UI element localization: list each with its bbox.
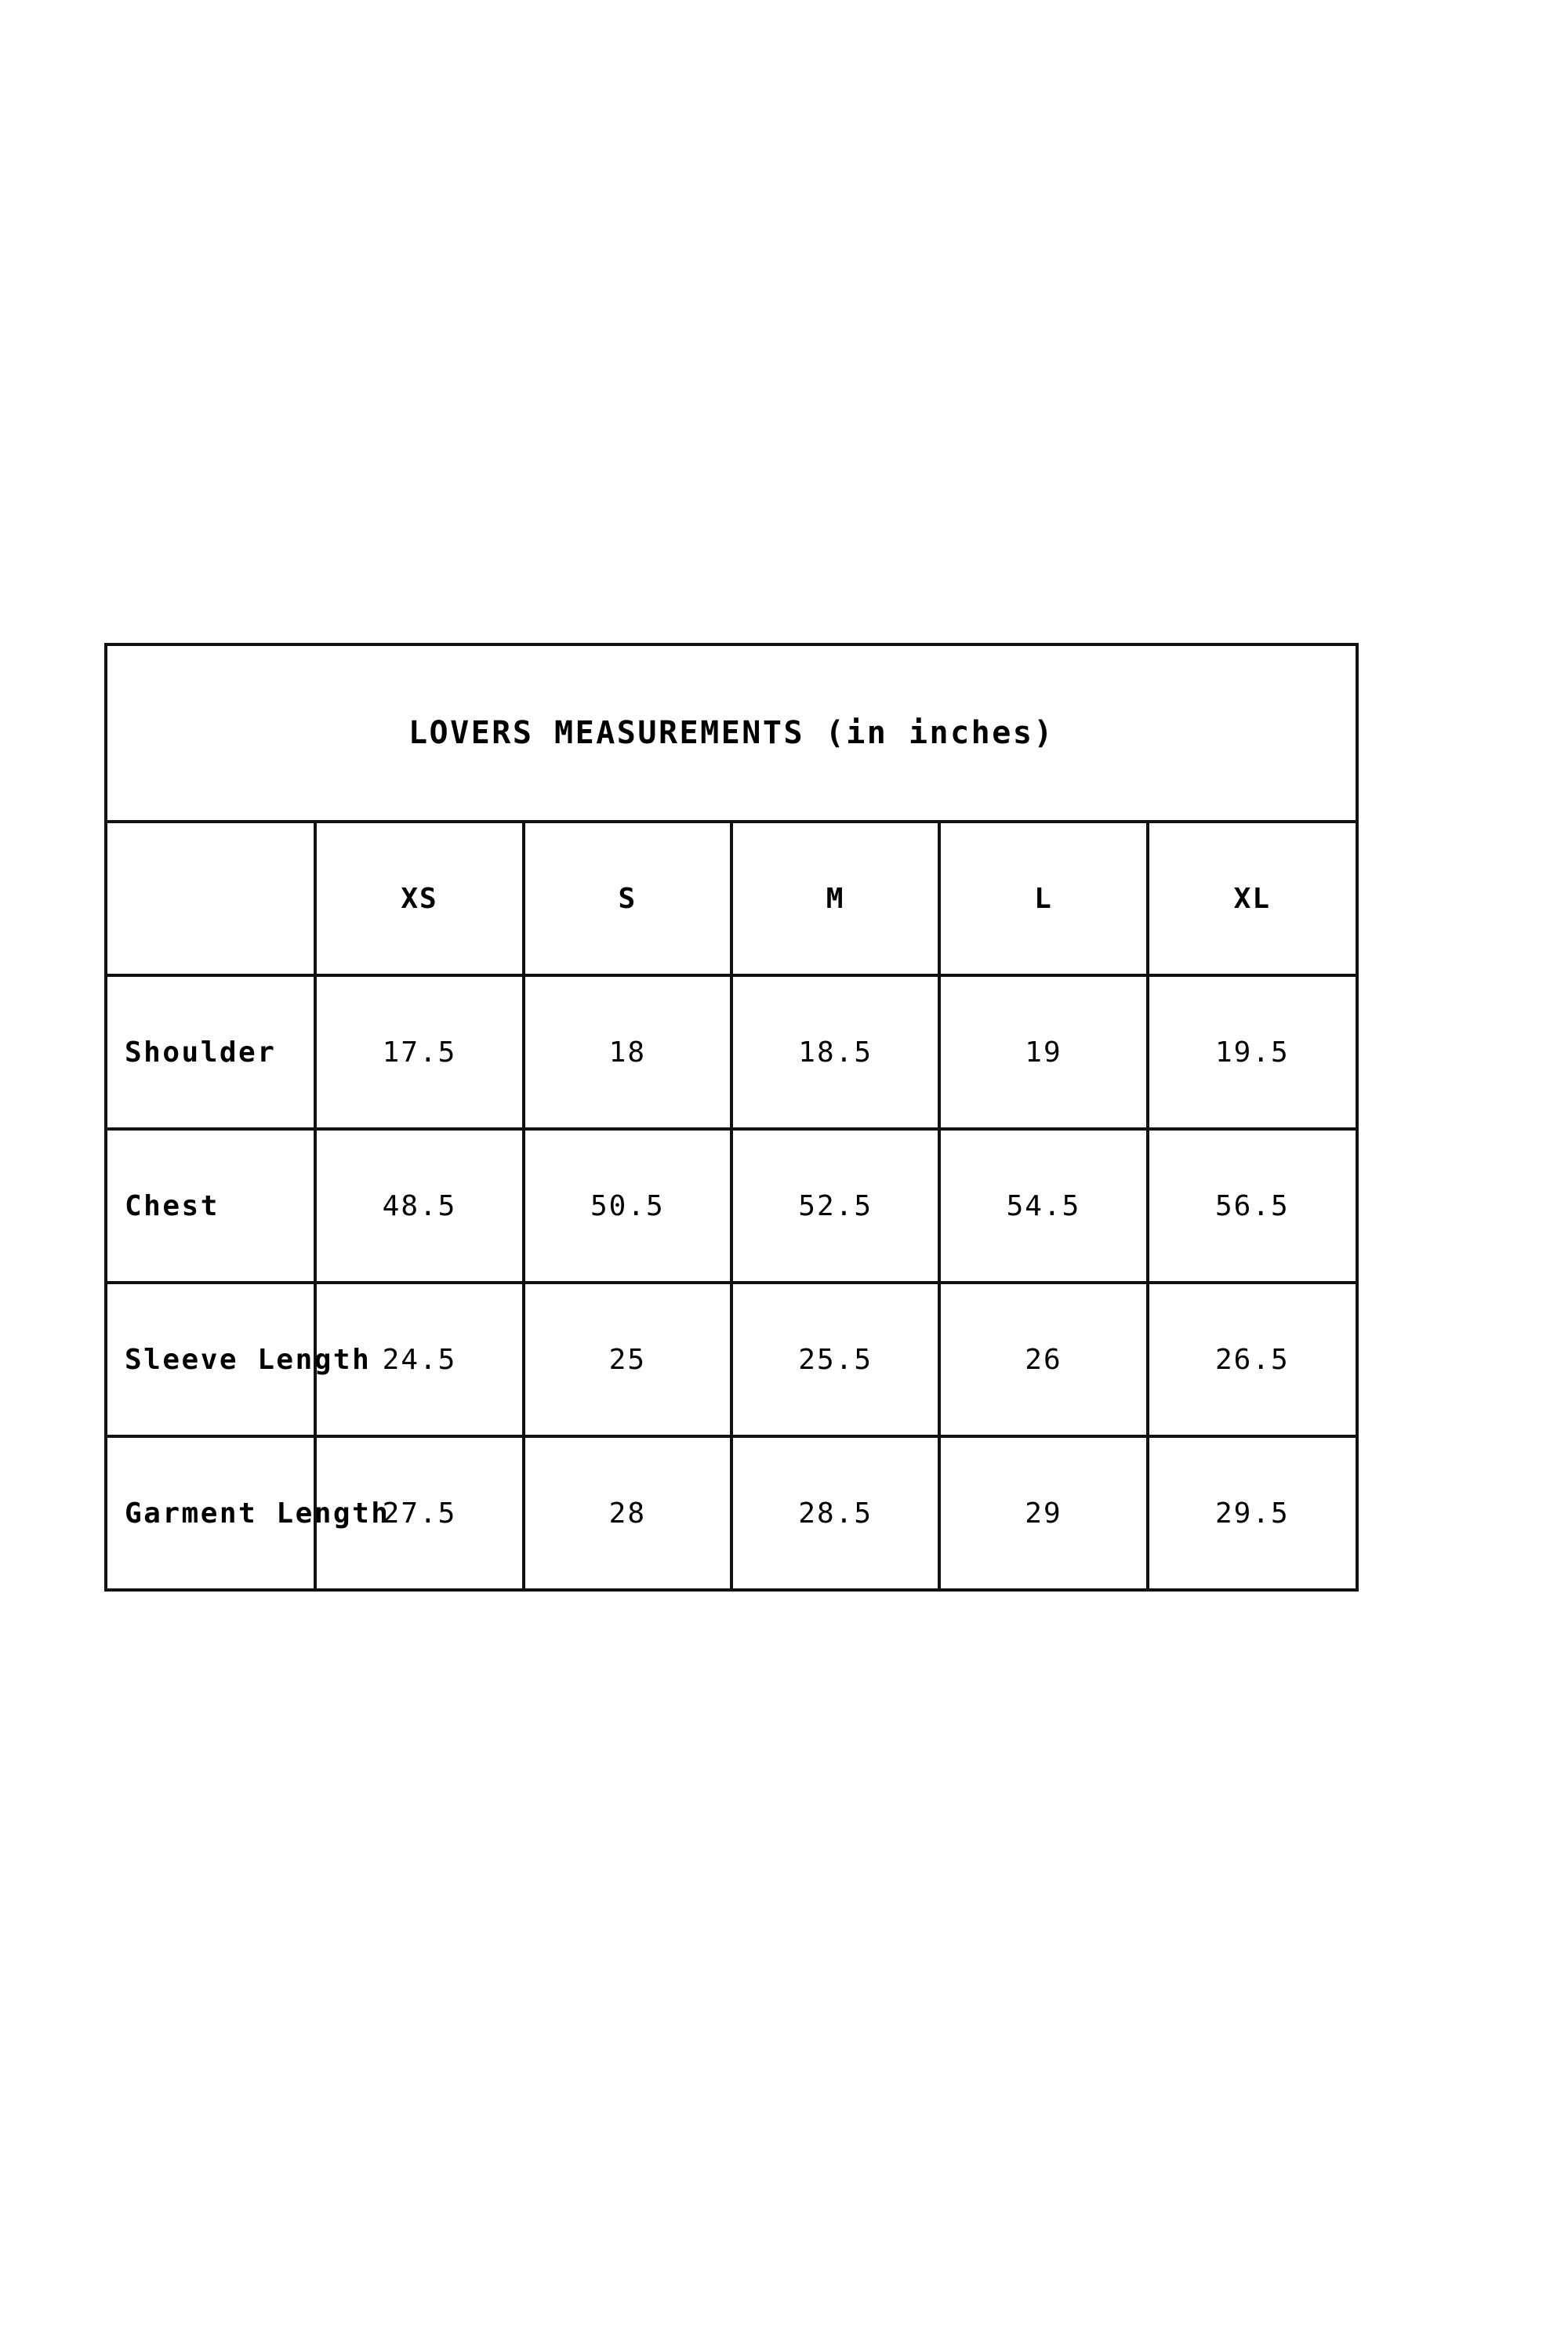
cell-sleeve-length-l: 26	[939, 1283, 1147, 1436]
cell-garment-length-l: 29	[939, 1436, 1147, 1588]
row-label-shoulder: Shoulder	[107, 975, 315, 1129]
cell-shoulder-xl: 19.5	[1148, 975, 1356, 1129]
column-header-xl: XL	[1148, 822, 1356, 975]
cell-sleeve-length-xl: 26.5	[1148, 1283, 1356, 1436]
cell-garment-length-m: 28.5	[731, 1436, 939, 1588]
cell-chest-xs: 48.5	[315, 1129, 523, 1283]
cell-shoulder-s: 18	[524, 975, 731, 1129]
cell-garment-length-xl: 29.5	[1148, 1436, 1356, 1588]
size-chart-table	[107, 646, 1356, 1588]
row-label-garment-length: Garment Length	[107, 1436, 315, 1588]
row-label-sleeve-length: Sleeve Length	[107, 1283, 315, 1436]
table-row	[107, 1129, 1356, 1283]
table-header-row	[107, 822, 1356, 975]
cell-garment-length-s: 28	[524, 1436, 731, 1588]
row-label-chest: Chest	[107, 1129, 315, 1283]
cell-garment-length-xs: 27.5	[315, 1436, 523, 1588]
cell-shoulder-xs: 17.5	[315, 975, 523, 1129]
cell-shoulder-m: 18.5	[731, 975, 939, 1129]
cell-shoulder-l: 19	[939, 975, 1147, 1129]
table-row	[107, 975, 1356, 1129]
cell-sleeve-length-s: 25	[524, 1283, 731, 1436]
column-header-xs: XS	[315, 822, 523, 975]
column-header-s: S	[524, 822, 731, 975]
cell-chest-m: 52.5	[731, 1129, 939, 1283]
table-row	[107, 1283, 1356, 1436]
cell-chest-s: 50.5	[524, 1129, 731, 1283]
size-chart-table-container	[104, 643, 1359, 1592]
table-title-row	[107, 646, 1356, 822]
cell-sleeve-length-m: 25.5	[731, 1283, 939, 1436]
table-row	[107, 1436, 1356, 1588]
column-header-m: M	[731, 822, 939, 975]
cell-sleeve-length-xs: 24.5	[315, 1283, 523, 1436]
column-header-l: L	[939, 822, 1147, 975]
cell-chest-l: 54.5	[939, 1129, 1147, 1283]
header-corner-cell	[107, 822, 315, 975]
table-title: LOVERS MEASUREMENTS (in inches)	[107, 646, 1356, 822]
cell-chest-xl: 56.5	[1148, 1129, 1356, 1283]
